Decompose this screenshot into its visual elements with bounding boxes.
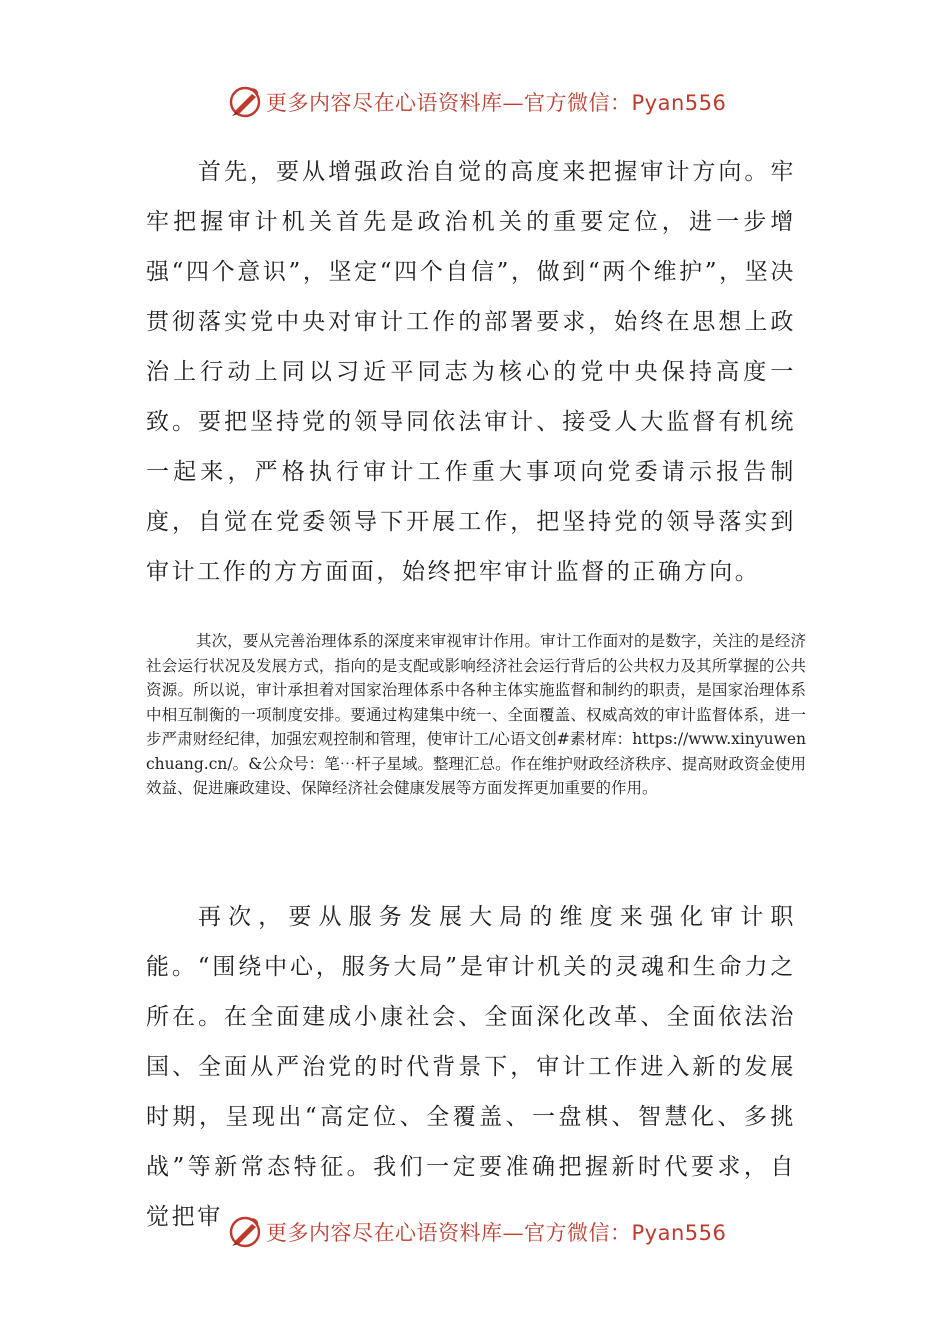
banner-slogan: 更多内容尽在心语资料库—官方微信： [266,1221,632,1245]
pen-logo-icon [228,1215,262,1249]
wechat-id: Pyan556 [631,91,727,115]
footer-banner [228,1212,748,1252]
pen-logo-icon [228,85,262,119]
banner-slogan: 更多内容尽在心语资料库—官方微信： [266,91,632,115]
banner-text [266,87,726,117]
paragraph-1: 首先，要从增强政治自觉的高度来把握审计方向。牢牢把握审计机关首先是政治机关的重要定位，进一步增强“四个意识”，坚定“四个自信”，做到“两个维护”，坚决贯彻落实党中央对审计工作的部署要求，始终在思想上政治上行动上同以习近平同志为核心的党中央保持高度一致。要把坚持党的领导同依法审计、接受人大监督有机统一起来，严格执行审计工作重大事项向党委请示报告制度，自觉在党委领导下开展工作，把坚持党的领导落实到审计工作的方方面面，始终把牢审计监督的正确方向。 [146,159,796,585]
paragraph-3: 再次，要从服务发展大局的维度来强化审计职能。“围绕中心，服务大局”是审计机关的灵魂和生命力之所在。在全面建成小康社会、全面深化改革、全面依法治国、全面从严治党的时代背景下，审计工作进入新的发展时期，呈现出“高定位、全覆盖、一盘棋、智慧化、多挑战”等新常态特征。我们一定要准确把握新时代要求，自觉把审 [146,904,796,1230]
banner-text [266,1217,726,1247]
wechat-id: Pyan556 [631,1221,727,1245]
paragraph-2: 其次，要从完善治理体系的深度来审视审计作用。审计工作面对的是数字，关注的是经济社会运行状况及发展方式，指向的是支配或影响经济社会运行背后的公共权力及其所掌握的公共资源。所以说，审计承担着对国家治理体系中各种主体实施监督和制约的职责，是国家治理体系中相互制衡的一项制度安排。要通过构建集中统一、全面覆盖、权威高效的审计监督体系，进一步严肃财经纪律，加强宏观控制和管理，使审计工/心语文创#素材库：https://www.xinyuwenchuang.cn/。&公众号：笔⋯杆子星域。整理汇总。作在维护财政经济秩序、提高财政资金使用效益、促进廉政建设、保障经济社会健康发展等方面发挥更加重要的作用。 [146,632,806,797]
header-banner [228,82,748,122]
